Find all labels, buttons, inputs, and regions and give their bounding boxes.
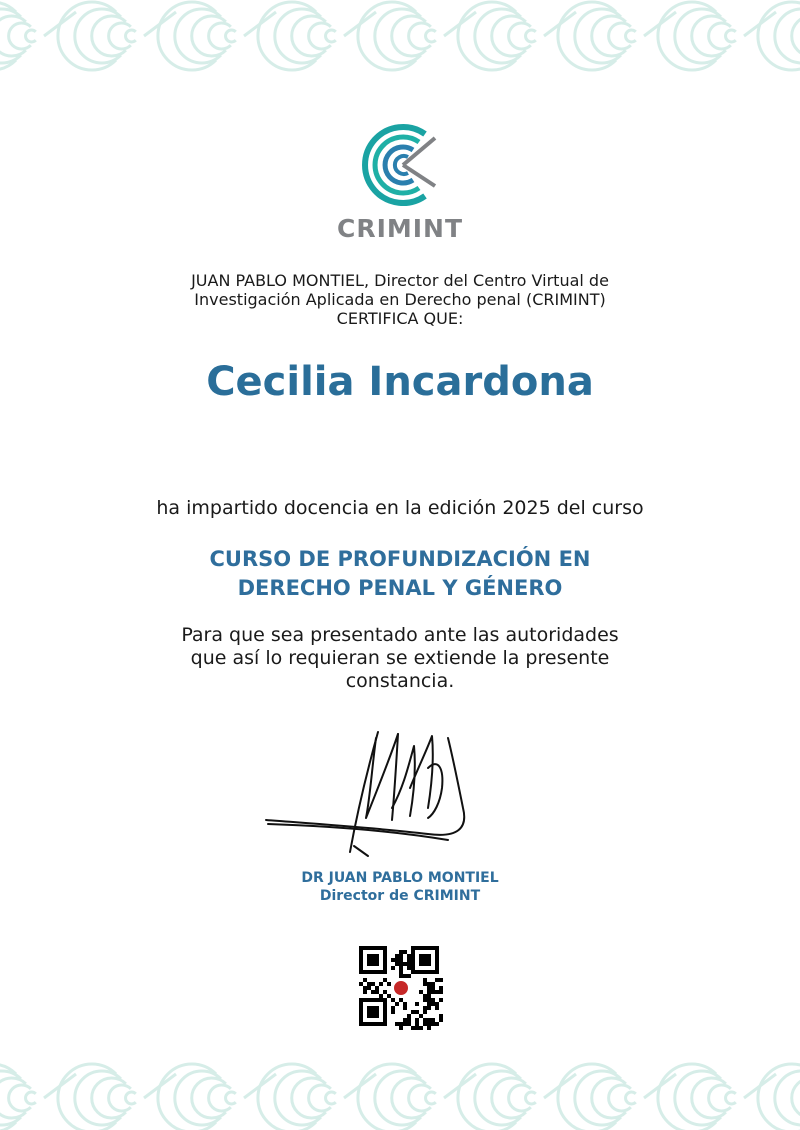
purpose-line: Para que sea presentado ante las autoridades (181, 624, 619, 646)
intro-line: CERTIFICA QUE: (336, 309, 464, 328)
pattern-arc (26, 30, 36, 42)
pattern-arc (609, 23, 631, 49)
pattern-arc (609, 1085, 631, 1111)
intro-line: JUAN PABLO MONTIEL, Director del Centro Virtual de (191, 271, 609, 290)
pattern-arc (326, 1092, 336, 1104)
pattern-arc (758, 2, 800, 70)
pattern-arc (726, 30, 736, 42)
pattern-arc (526, 1092, 536, 1104)
pattern-arc (726, 1092, 736, 1104)
signer-block (0, 869, 800, 905)
pattern-arc (309, 23, 331, 49)
pattern-arc (792, 1078, 800, 1118)
bottom-decorative-pattern (0, 1050, 800, 1130)
course-title-line: DERECHO PENAL Y GÉNERO (237, 576, 563, 600)
course-title (0, 545, 800, 603)
pattern-arc (326, 30, 336, 42)
intro-line: Investigación Aplicada en Derecho penal (CRIMINT) (194, 290, 606, 309)
purpose-text (100, 624, 700, 693)
pattern-arc (709, 1085, 731, 1111)
pattern-arc (526, 30, 536, 42)
crimint-logo-icon (355, 120, 445, 210)
pattern-arc (792, 16, 800, 56)
pattern-arc (426, 1092, 436, 1104)
purpose-line: constancia. (345, 670, 455, 692)
certification-intro (100, 271, 700, 328)
course-title-line: CURSO DE PROFUNDIZACIÓN EN (209, 547, 591, 571)
pattern-arc (209, 1085, 231, 1111)
pattern-arc (509, 1085, 531, 1111)
pattern-arc (126, 1092, 136, 1104)
pattern-arc (109, 23, 131, 49)
pattern-arc (9, 1085, 31, 1111)
purpose-line: que así lo requieran se extiende la presente (190, 647, 610, 669)
pattern-arc (209, 23, 231, 49)
pattern-arc (309, 1085, 331, 1111)
pattern-arc (775, 1071, 800, 1125)
pattern-arc (409, 1085, 431, 1111)
pattern-arc (226, 1092, 236, 1104)
teaching-statement: ha impartido docencia en la edición 2025 del curso (156, 497, 644, 519)
handwritten-signature (258, 728, 478, 858)
pattern-arc (626, 30, 636, 42)
pattern-arc (426, 30, 436, 42)
pattern-arc (509, 23, 531, 49)
pattern-arc (409, 23, 431, 49)
logo-wordmark: CRIMINT (336, 214, 464, 243)
recipient-name: Cecilia Incardona (206, 359, 594, 405)
pattern-arc (26, 1092, 36, 1104)
pattern-arc (9, 23, 31, 49)
pattern-arc (709, 23, 731, 49)
signer-name: DR JUAN PABLO MONTIEL (301, 870, 499, 886)
pattern-arc (126, 30, 136, 42)
top-decorative-pattern (0, 0, 800, 80)
pattern-arc (775, 9, 800, 63)
signer-role: Director de CRIMINT (319, 888, 481, 904)
pattern-arc (758, 1064, 800, 1130)
pattern-arc (109, 1085, 131, 1111)
pattern-arc (626, 1092, 636, 1104)
pattern-arc (226, 30, 236, 42)
qr-code-icon[interactable] (359, 946, 443, 1030)
